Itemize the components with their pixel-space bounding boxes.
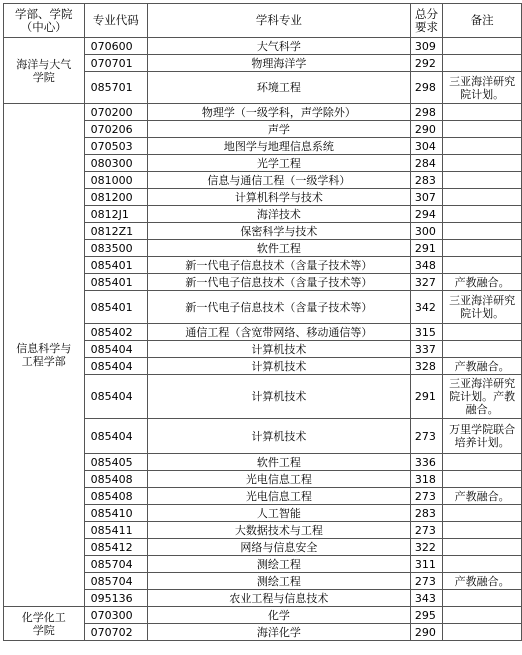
score-cell: 273 [410,573,442,590]
major-cell: 新一代电子信息技术（含量子技术等） [147,257,410,274]
note-cell: 产教融合。 [443,274,522,291]
code-cell: 070206 [84,121,147,138]
score-cell: 327 [410,274,442,291]
code-cell: 085704 [84,573,147,590]
code-cell: 085404 [84,375,147,419]
score-cell: 337 [410,341,442,358]
major-cell: 新一代电子信息技术（含量子技术等） [147,274,410,291]
major-cell: 光电信息工程 [147,488,410,505]
note-cell: 三亚海洋研究 院计划。 [443,72,522,104]
note-cell: 三亚海洋研究 院计划。 [443,291,522,324]
note-cell [443,556,522,573]
table-row [4,104,522,121]
major-cell: 农业工程与信息技术 [147,590,410,607]
major-cell: 测绘工程 [147,556,410,573]
score-cell: 304 [410,138,442,155]
code-cell: 085401 [84,257,147,274]
score-cell: 290 [410,121,442,138]
code-cell: 070300 [84,607,147,624]
college-header: 学部、学院 （中心） [4,4,85,38]
note-cell [443,223,522,240]
score-cell: 328 [410,358,442,375]
note-cell: 万里学院联合 培养计划。 [443,419,522,454]
score-table [3,3,522,641]
major-cell: 计算机技术 [147,375,410,419]
score-cell: 343 [410,590,442,607]
note-cell [443,104,522,121]
code-cell: 070702 [84,624,147,641]
note-cell [443,624,522,641]
major-cell: 人工智能 [147,505,410,522]
note-cell [443,257,522,274]
code-cell: 0812Z1 [84,223,147,240]
code-cell: 085701 [84,72,147,104]
note-cell [443,607,522,624]
score-cell: 336 [410,454,442,471]
major-cell: 新一代电子信息技术（含量子技术等） [147,291,410,324]
score-cell: 307 [410,189,442,206]
major-cell: 地图学与地理信息系统 [147,138,410,155]
score-cell: 342 [410,291,442,324]
score-cell: 283 [410,505,442,522]
score-cell: 290 [410,624,442,641]
note-cell: 产教融合。 [443,573,522,590]
major-cell: 通信工程（含宽带网络、移动通信等） [147,324,410,341]
major-cell: 物理海洋学 [147,55,410,72]
code-cell: 085402 [84,324,147,341]
major-cell: 计算机科学与技术 [147,189,410,206]
major-cell: 光学工程 [147,155,410,172]
code-cell: 085704 [84,556,147,573]
table-row [4,38,522,55]
major-cell: 环境工程 [147,72,410,104]
major-cell: 计算机技术 [147,419,410,454]
score-cell: 318 [410,471,442,488]
major-cell: 大数据技术与工程 [147,522,410,539]
major-cell: 海洋技术 [147,206,410,223]
score-cell: 273 [410,522,442,539]
code-cell: 081000 [84,172,147,189]
major-cell: 物理学（一级学科，声学除外） [147,104,410,121]
code-cell: 095136 [84,590,147,607]
score-cell: 273 [410,419,442,454]
note-cell [443,55,522,72]
note-cell [443,522,522,539]
code-cell: 083500 [84,240,147,257]
note-header: 备注 [443,4,522,38]
score-cell: 348 [410,257,442,274]
score-cell: 298 [410,104,442,121]
score-cell: 284 [410,155,442,172]
code-cell: 070600 [84,38,147,55]
note-cell [443,121,522,138]
major-cell: 软件工程 [147,240,410,257]
code-header: 专业代码 [84,4,147,38]
header-row [4,4,522,38]
code-cell: 070701 [84,55,147,72]
score-header: 总分 要求 [410,4,442,38]
score-cell: 294 [410,206,442,223]
note-cell [443,189,522,206]
code-cell: 0812J1 [84,206,147,223]
score-cell: 309 [410,38,442,55]
code-cell: 070503 [84,138,147,155]
code-cell: 080300 [84,155,147,172]
code-cell: 085404 [84,341,147,358]
code-cell: 070200 [84,104,147,121]
major-cell: 测绘工程 [147,573,410,590]
major-cell: 保密科学与技术 [147,223,410,240]
note-cell [443,324,522,341]
note-cell [443,539,522,556]
score-cell: 322 [410,539,442,556]
note-cell [443,471,522,488]
major-cell: 计算机技术 [147,341,410,358]
major-header: 学科专业 [147,4,410,38]
code-cell: 085405 [84,454,147,471]
note-cell [443,505,522,522]
note-cell [443,341,522,358]
major-cell: 光电信息工程 [147,471,410,488]
note-cell [443,38,522,55]
major-cell: 信息与通信工程（一级学科） [147,172,410,189]
note-cell [443,172,522,189]
code-cell: 085408 [84,488,147,505]
code-cell: 085404 [84,358,147,375]
note-cell: 三亚海洋研究 院计划。产教 融合。 [443,375,522,419]
table-row [4,607,522,624]
note-cell [443,138,522,155]
note-cell [443,454,522,471]
score-cell: 295 [410,607,442,624]
code-cell: 085410 [84,505,147,522]
note-cell: 产教融合。 [443,358,522,375]
code-cell: 085411 [84,522,147,539]
code-cell: 085404 [84,419,147,454]
major-cell: 软件工程 [147,454,410,471]
code-cell: 085412 [84,539,147,556]
note-cell: 产教融合。 [443,488,522,505]
note-cell [443,155,522,172]
note-cell [443,240,522,257]
major-cell: 化学 [147,607,410,624]
score-cell: 291 [410,375,442,419]
code-cell: 085401 [84,291,147,324]
score-cell: 292 [410,55,442,72]
college-cell: 化学化工 学院 [4,607,85,641]
score-cell: 273 [410,488,442,505]
major-cell: 大气科学 [147,38,410,55]
score-cell: 283 [410,172,442,189]
code-cell: 081200 [84,189,147,206]
major-cell: 计算机技术 [147,358,410,375]
college-cell: 信息科学与 工程学部 [4,104,85,607]
score-cell: 315 [410,324,442,341]
score-cell: 298 [410,72,442,104]
code-cell: 085401 [84,274,147,291]
score-cell: 300 [410,223,442,240]
score-cell: 311 [410,556,442,573]
note-cell [443,590,522,607]
major-cell: 海洋化学 [147,624,410,641]
score-cell: 291 [410,240,442,257]
code-cell: 085408 [84,471,147,488]
note-cell [443,206,522,223]
major-cell: 声学 [147,121,410,138]
college-cell: 海洋与大气 学院 [4,38,85,104]
major-cell: 网络与信息安全 [147,539,410,556]
